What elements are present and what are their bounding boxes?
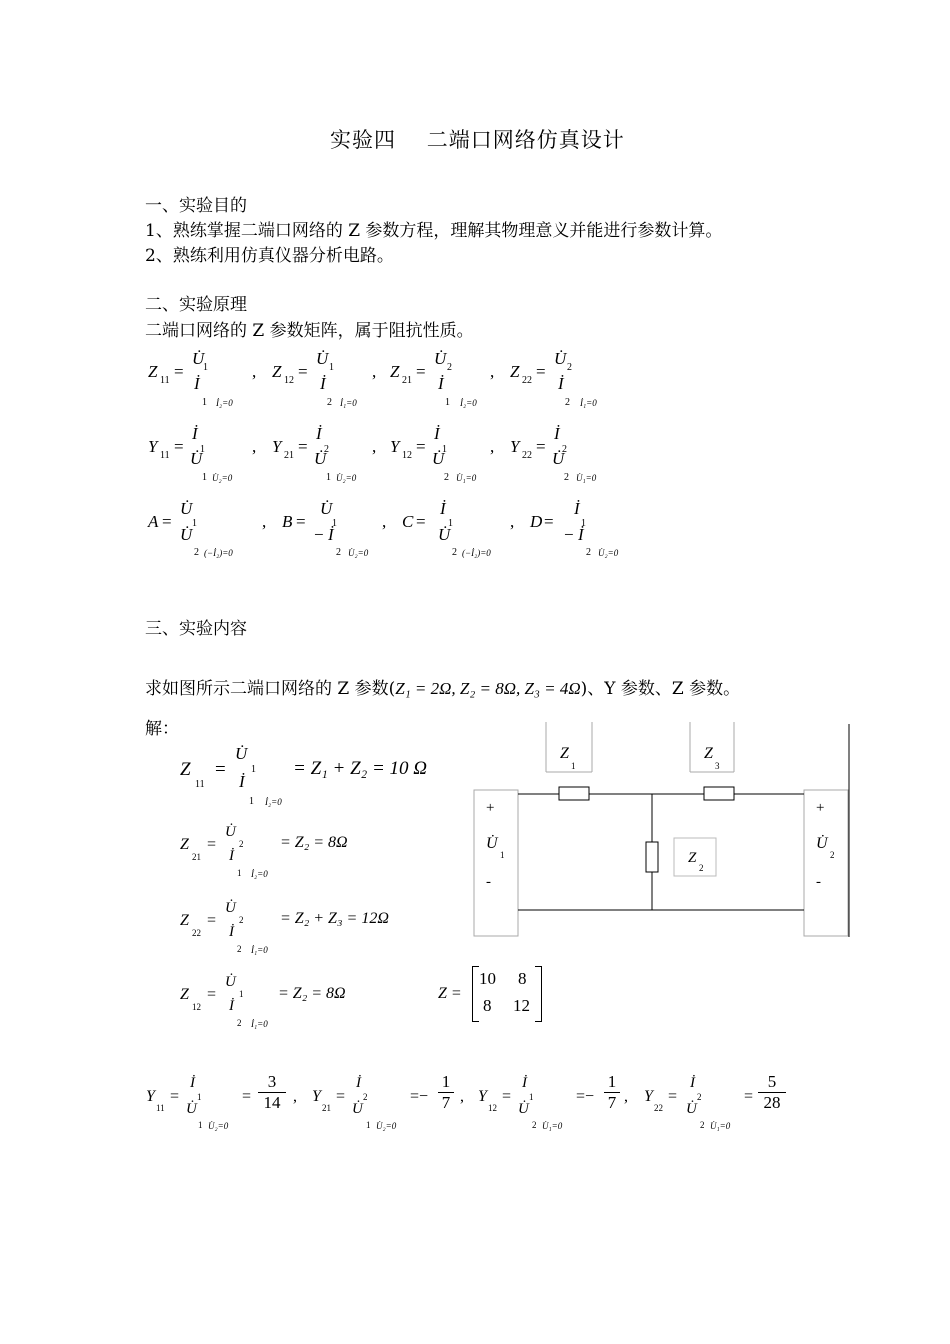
svg-text:3: 3 [715, 761, 720, 771]
svg-text:İ: İ [434, 424, 440, 443]
svg-text:U̇: U̇ [314, 449, 327, 468]
svg-text:U̇₁=0: U̇₁=0 [710, 1121, 731, 1131]
svg-text:2: 2 [447, 362, 452, 373]
svg-text:U̇: U̇ [552, 449, 565, 468]
section3-heading: 三、实验内容 [145, 619, 247, 639]
svg-text:U̇₁=0: U̇₁=0 [576, 473, 597, 483]
svg-text:=: = [416, 512, 426, 531]
objective-1: 1、熟练掌握二端口网络的 Z 参数方程，理解其物理意义并能进行参数计算。 [145, 221, 723, 241]
svg-text:U̇₂=0: U̇₂=0 [348, 548, 369, 558]
svg-text:1: 1 [571, 761, 576, 771]
svg-text:1: 1 [366, 1120, 371, 1130]
svg-text:,: , [382, 512, 387, 531]
svg-text:1: 1 [192, 518, 197, 529]
svg-text:=−: =− [576, 1088, 595, 1105]
svg-text:U̇: U̇ [180, 499, 193, 518]
svg-text:İ: İ [440, 499, 446, 518]
svg-text:−: − [564, 525, 574, 544]
svg-text:11: 11 [160, 375, 170, 386]
y11-value [258, 1072, 286, 1113]
svg-text:İ: İ [554, 424, 560, 443]
svg-text:=: = [544, 512, 554, 531]
svg-text:A: A [148, 512, 159, 531]
svg-text:12: 12 [402, 450, 412, 461]
svg-text:11: 11 [160, 450, 170, 461]
svg-text:U̇: U̇ [180, 525, 193, 544]
svg-text:Z: Z [390, 362, 400, 381]
svg-text:Z: Z [180, 986, 189, 1003]
svg-text:=: = [502, 1088, 512, 1105]
svg-text:1: 1 [249, 796, 254, 807]
svg-text:1: 1 [445, 397, 450, 408]
svg-text:U̇: U̇ [225, 974, 236, 990]
svg-text:U̇: U̇ [235, 744, 248, 763]
svg-text:2: 2 [363, 1092, 368, 1102]
svg-text:İ: İ [320, 374, 326, 393]
z1-label: Z [560, 745, 569, 762]
right-plus: + [816, 800, 825, 816]
svg-text:U̇₂=0: U̇₂=0 [376, 1121, 397, 1131]
svg-text:1: 1 [197, 1092, 202, 1102]
svg-text:2: 2 [699, 863, 704, 873]
svg-text:1: 1 [326, 472, 331, 483]
section2-intro: 二端口网络的 Z 参数矩阵，属于阻抗性质。 [145, 321, 474, 341]
z11-result: = Z₁ + Z₂ = 10 Ω [293, 758, 428, 779]
svg-text:21: 21 [192, 852, 201, 862]
problem-values: Z₁ = 2Ω, Z₂ = 8Ω, Z₃ = 4Ω [395, 679, 581, 698]
svg-text:Z: Z [510, 362, 520, 381]
svg-text:12: 12 [488, 1103, 497, 1113]
svg-text:İ₂=0: İ₂=0 [460, 398, 477, 408]
svg-text:21: 21 [322, 1103, 331, 1113]
svg-text:U̇: U̇ [554, 349, 567, 368]
svg-text:11: 11 [195, 779, 205, 790]
svg-text:2: 2 [336, 547, 341, 558]
svg-text:=: = [744, 1088, 754, 1105]
svg-text:2: 2 [194, 547, 199, 558]
svg-text:=: = [174, 362, 184, 381]
svg-text:1: 1 [200, 444, 205, 455]
svg-text:,: , [624, 1088, 628, 1105]
svg-text:Z: Z [272, 362, 282, 381]
svg-text:,: , [372, 437, 377, 456]
svg-text:=: = [416, 362, 426, 381]
svg-text:=: = [207, 836, 217, 853]
svg-text:−: − [314, 525, 324, 544]
svg-text:,: , [490, 362, 495, 381]
z21-result: = Z₂ = 8Ω [280, 834, 348, 851]
problem-suffix: )、Y 参数、Z 参数。 [580, 679, 741, 699]
svg-text:22: 22 [192, 928, 201, 938]
y-parameter-results [140, 1065, 800, 1140]
svg-text:İ: İ [239, 772, 245, 791]
svg-text:2: 2 [239, 915, 244, 925]
svg-text:,: , [252, 437, 257, 456]
svg-text:İ: İ [229, 924, 234, 940]
svg-text:21: 21 [402, 375, 412, 386]
svg-text:=: = [536, 437, 546, 456]
matrix-cell: 12 [513, 996, 530, 1015]
svg-text:2: 2 [324, 444, 329, 455]
svg-text:1: 1 [329, 362, 334, 373]
svg-text:12: 12 [192, 1002, 201, 1012]
svg-text:=: = [536, 362, 546, 381]
z2-label: Z [688, 850, 697, 866]
svg-text:1: 1 [251, 764, 256, 775]
svg-text:11: 11 [156, 1103, 165, 1113]
svg-text:U̇: U̇ [320, 499, 333, 518]
svg-text:2: 2 [562, 444, 567, 455]
svg-text:İ₁=0: İ₁=0 [580, 398, 597, 408]
svg-text:U̇: U̇ [518, 1101, 529, 1117]
svg-text:İ₂=0: İ₂=0 [216, 398, 233, 408]
page-title: 实验四 二端口网络仿真设计 [330, 128, 625, 152]
svg-text:U̇: U̇ [434, 349, 447, 368]
svg-text:Y: Y [510, 437, 520, 456]
svg-text:22: 22 [522, 450, 532, 461]
svg-text:İ: İ [190, 1075, 195, 1091]
svg-text:21: 21 [284, 450, 294, 461]
svg-text:U̇: U̇ [316, 349, 329, 368]
svg-text:1: 1 [581, 518, 586, 529]
svg-text:İ: İ [558, 374, 564, 393]
parameter-definitions-formula [140, 342, 660, 572]
svg-text:(−İ₂)=0: (−İ₂)=0 [204, 548, 233, 558]
svg-text:İ: İ [192, 424, 198, 443]
z-matrix [472, 966, 542, 1022]
svg-text:2: 2 [239, 839, 244, 849]
svg-text:U̇: U̇ [192, 349, 205, 368]
svg-text:=: = [336, 1088, 346, 1105]
z3-label: Z [704, 745, 713, 762]
svg-text:=: = [416, 437, 426, 456]
svg-text:2: 2 [565, 397, 570, 408]
svg-text:İ₂=0: İ₂=0 [265, 797, 282, 807]
svg-text:2: 2 [237, 944, 242, 954]
matrix-label: Z = [438, 985, 462, 1002]
svg-text:U̇₂=0: U̇₂=0 [212, 473, 233, 483]
svg-text:2: 2 [327, 397, 332, 408]
svg-text:1: 1 [237, 868, 242, 878]
left-minus: - [486, 874, 491, 890]
svg-text:,: , [510, 512, 515, 531]
svg-text:U̇₁=0: U̇₁=0 [542, 1121, 563, 1131]
svg-text:2: 2 [697, 1092, 702, 1102]
svg-text:Z: Z [180, 759, 191, 780]
svg-text:Y: Y [272, 437, 282, 456]
svg-text:1: 1 [203, 362, 208, 373]
svg-text:22: 22 [654, 1103, 663, 1113]
svg-text:=: = [215, 759, 226, 780]
y11-denominator: 14 [258, 1092, 286, 1113]
y21-numerator: 1 [441, 1072, 451, 1091]
svg-text:Y: Y [146, 1088, 155, 1105]
svg-text:Y: Y [644, 1088, 653, 1105]
svg-text:İ: İ [316, 424, 322, 443]
svg-text:İ₂=0: İ₂=0 [251, 869, 268, 879]
problem-prefix: 求如图所示二端口网络的 Z 参数( [145, 679, 396, 699]
objective-2: 2、熟练利用仿真仪器分析电路。 [145, 246, 394, 266]
svg-text:2: 2 [564, 472, 569, 483]
svg-text:Y: Y [478, 1088, 487, 1105]
svg-text:Y: Y [148, 437, 158, 456]
svg-text:İ: İ [578, 525, 584, 544]
matrix-cell: 8 [518, 969, 527, 988]
svg-text:İ₁=0: İ₁=0 [251, 1019, 268, 1029]
svg-text:=: = [174, 437, 184, 456]
y22-denominator: 28 [758, 1092, 786, 1113]
y12-denominator: 7 [604, 1092, 620, 1113]
svg-text:1: 1 [202, 472, 207, 483]
right-minus: - [816, 874, 821, 890]
svg-text:Y: Y [390, 437, 400, 456]
svg-text:=: = [207, 986, 217, 1003]
svg-text:İ: İ [356, 1075, 361, 1091]
svg-text:1: 1 [529, 1092, 534, 1102]
y21-value [438, 1072, 454, 1113]
svg-text:U̇: U̇ [190, 449, 203, 468]
svg-text:U̇₂=0: U̇₂=0 [208, 1121, 229, 1131]
svg-text:İ: İ [194, 374, 200, 393]
matrix-cell: 8 [483, 996, 492, 1015]
left-plus: + [486, 800, 495, 816]
svg-text:1: 1 [239, 989, 244, 999]
left-voltage: U̇ [486, 835, 498, 852]
matrix-cell: 10 [479, 969, 496, 988]
svg-text:Z: Z [180, 912, 189, 929]
svg-text:2: 2 [237, 1018, 242, 1028]
svg-text:2: 2 [452, 547, 457, 558]
section2-heading: 二、实验原理 [145, 295, 247, 315]
z22-result: = Z₂ + Z₃ = 12Ω [280, 910, 389, 927]
svg-text:=: = [242, 1088, 252, 1105]
svg-text:,: , [372, 362, 377, 381]
svg-text:2: 2 [700, 1120, 705, 1130]
svg-text:12: 12 [284, 375, 294, 386]
svg-text:U̇₂=0: U̇₂=0 [336, 473, 357, 483]
svg-text:1: 1 [442, 444, 447, 455]
svg-text:2: 2 [830, 850, 835, 860]
svg-text:=: = [170, 1088, 180, 1105]
svg-text:U̇: U̇ [432, 449, 445, 468]
svg-text:İ: İ [229, 998, 234, 1014]
svg-text:2: 2 [444, 472, 449, 483]
y21-denominator: 7 [438, 1092, 454, 1113]
svg-text:C: C [402, 512, 414, 531]
svg-text:İ₁=0: İ₁=0 [340, 398, 357, 408]
svg-text:1: 1 [202, 397, 207, 408]
svg-text:=: = [298, 437, 308, 456]
svg-text:2: 2 [567, 362, 572, 373]
y22-value [758, 1072, 786, 1113]
svg-text:U̇: U̇ [686, 1101, 697, 1117]
z12-result: = Z₂ = 8Ω [278, 985, 346, 1002]
svg-text:2: 2 [532, 1120, 537, 1130]
y12-value [604, 1072, 620, 1113]
problem-statement [145, 674, 740, 699]
y11-numerator: 3 [267, 1072, 277, 1091]
svg-text:U̇: U̇ [225, 900, 236, 916]
section1-heading: 一、实验目的 [145, 196, 247, 216]
svg-text:=−: =− [410, 1088, 429, 1105]
right-voltage: U̇ [816, 835, 828, 852]
svg-text:İ: İ [522, 1075, 527, 1091]
svg-text:U̇: U̇ [352, 1101, 363, 1117]
svg-text:U̇: U̇ [438, 525, 451, 544]
svg-text:U̇: U̇ [186, 1101, 197, 1117]
svg-text:İ: İ [229, 848, 234, 864]
svg-text:Z: Z [180, 836, 189, 853]
svg-text:=: = [162, 512, 172, 531]
svg-text:İ: İ [690, 1075, 695, 1091]
svg-text:,: , [460, 1088, 464, 1105]
svg-text:Y: Y [312, 1088, 321, 1105]
svg-text:,: , [490, 437, 495, 456]
svg-text:,: , [262, 512, 267, 531]
svg-text:İ: İ [574, 499, 580, 518]
svg-text:Z: Z [148, 362, 158, 381]
svg-text:U̇₁=0: U̇₁=0 [456, 473, 477, 483]
two-port-circuit-diagram [470, 722, 852, 940]
svg-text:,: , [252, 362, 257, 381]
svg-text:1: 1 [500, 850, 505, 860]
solution-label: 解： [145, 719, 179, 739]
svg-text:1: 1 [448, 518, 453, 529]
svg-text:1: 1 [198, 1120, 203, 1130]
svg-text:D: D [530, 512, 543, 531]
svg-text:22: 22 [522, 375, 532, 386]
svg-text:(−İ₂)=0: (−İ₂)=0 [462, 548, 491, 558]
svg-text:U̇₂=0: U̇₂=0 [598, 548, 619, 558]
svg-text:B: B [282, 512, 293, 531]
svg-text:1: 1 [332, 518, 337, 529]
svg-text:İ₁=0: İ₁=0 [251, 945, 268, 955]
svg-text:=: = [298, 362, 308, 381]
svg-text:İ: İ [328, 525, 334, 544]
svg-text:=: = [296, 512, 306, 531]
svg-text:=: = [668, 1088, 678, 1105]
y22-numerator: 5 [767, 1072, 777, 1091]
svg-text:=: = [207, 912, 217, 929]
svg-text:,: , [293, 1088, 297, 1105]
y12-numerator: 1 [607, 1072, 617, 1091]
svg-text:U̇: U̇ [225, 824, 236, 840]
svg-text:İ: İ [438, 374, 444, 393]
svg-text:2: 2 [586, 547, 591, 558]
